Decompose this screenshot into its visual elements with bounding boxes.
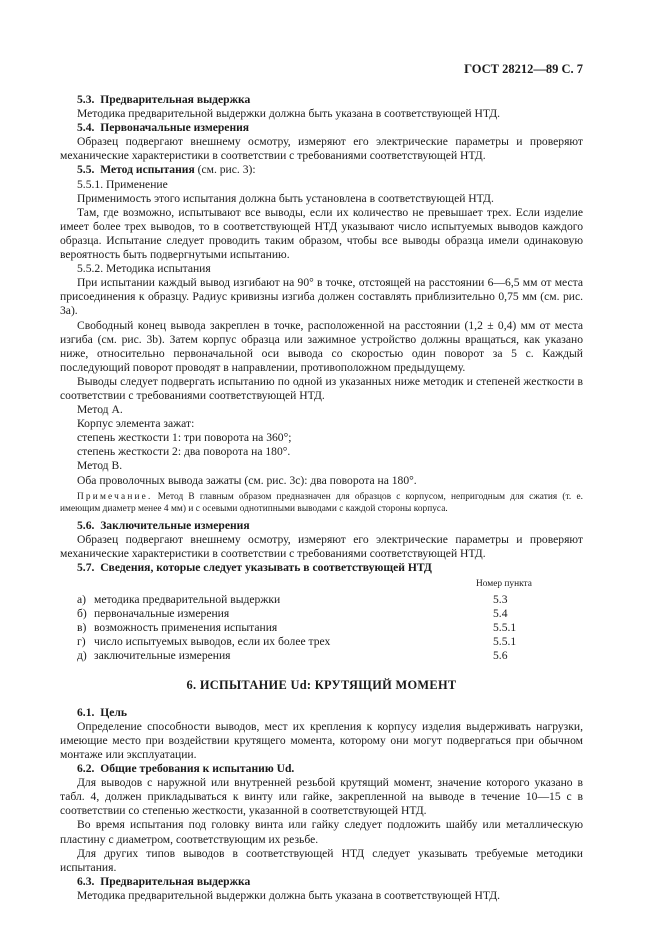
list-item: д) заключительные измерения 5.6 [77, 649, 508, 663]
section-6-2-heading: 6.2. Общие требования к испытанию Ud. [77, 762, 295, 776]
method-a: Метод А. [77, 403, 123, 417]
section-5-4-text: Образец подвергают внешнему осмотру, измеряют его электрические параметры и проверяют механические характеристики в соответствии с требованиями соответствующей НТД. [60, 135, 583, 163]
section-5-3-heading: 5.3. Предварительная выдержка [77, 93, 251, 106]
section-6-2-p2: Во время испытания под головку винта или гайку следует подложить шайбу или металлическую пластину с диаметром, соответствующим их резьбе. [60, 818, 583, 846]
method-b: Метод В. [77, 459, 123, 473]
list-column-header [60, 577, 583, 591]
section-5-7-heading: 5.7. Сведения, которые следует указывать в соответствующей НТД [77, 560, 432, 574]
page-header: ГОСТ 28212—89 С. 7 [464, 62, 583, 76]
column-header-number: Номер пункта [476, 579, 532, 589]
severity-2: степень жесткости 2: два поворота на 180°. [77, 445, 291, 459]
severity-1: степень жесткости 1: три поворота на 360°; [77, 431, 292, 445]
section-5-6-text: Образец подвергают внешнему осмотру, измеряют его электрические параметры и проверяют механические характеристики в соответствии с требованиями соответствующей НТД. [60, 532, 583, 560]
section-5-5-1-heading: 5.5.1. Применение [77, 177, 168, 191]
list-item: в) возможность применения испытания 5.5.1 [77, 621, 517, 635]
section-6-1-text: Определение способности выводов, мест их крепления к корпусу изделия выдерживать нагрузки, имеющие место при воздействии крутящего момента, которому они могут подвергаться при обычном монтаже или эксплуатации. [60, 719, 583, 761]
section-5-4-heading: 5.4. Первоначальные измерения [77, 121, 250, 135]
section-5-3-text: Методика предварительной выдержки должна быть указана в соответствующей НТД. [77, 107, 501, 121]
section-5-5-2-p2: Свободный конец вывода закреплен в точке, расположенной на расстоянии (1,2 ± 0,4) мм от места изгиба (см. рис. 3b). Затем корпус образца или зажимное устройство должны вращаться, как указано ниже, относительно первоначальной оси вывода со скоростью один поворот за 5 с. Каждый последующий поворот проводят в направлении, противоположном предыдущему. [60, 318, 583, 374]
section-6-3-text: Методика предварительной выдержки должна быть указана в соответствующей НТД. [77, 888, 501, 902]
note-text: Метод В главным образом предназначен для образцов с корпусом, непригодным для сжатия (т. е. имеющим диаметр менее 4 мм) и с осевыми однотипными выводами с каждой стороны корпуса. [60, 491, 583, 515]
clamp-text: Корпус элемента зажат: [77, 417, 195, 431]
section-5-5-1-p2: Там, где возможно, испытывают все выводы, если их количество не превышает трех. Если изделие имеет более трех выводов, то в соответствующей НТД указывают число испытуемых выводов каждого образца. Испытание следует проводить таким образом, чтобы все выводы образца имели одинаковую вероятность быть подвергнутыми испытанию. [60, 205, 583, 262]
section-6-2-p3: Для других типов выводов в соответствующей НТД следует указывать требуемые методики испытания. [60, 846, 583, 874]
note [60, 491, 583, 516]
list-item: а) методика предварительной выдержки 5.3 [77, 593, 508, 607]
section-6-2-p1: Для выводов с наружной или внутренней резьбой крутящий момент, значение которого указано в табл. 4, должен прикладываться к винту или гайке, закрепленной на выводе в течение 10—15 с в соответствии со степенью жесткости, указанной в соответствующей НТД. [60, 776, 583, 818]
section-5-6-heading: 5.6. Заключительные измерения [77, 518, 250, 532]
document-body [60, 93, 583, 903]
list-item: б) первоначальные измерения 5.4 [77, 607, 508, 621]
section-5-5-1-p1: Применимость этого испытания должна быть установлена в соответствующей НТД. [77, 191, 494, 205]
section-5-5-2-p3: Выводы следует подвергать испытанию по одной из указанных ниже методик и степеней жесткости в соответствии с требованиями соответствующей НТД. [60, 374, 583, 402]
section-6-3-heading: 6.3. Предварительная выдержка [77, 874, 251, 888]
section-5-5-2-p1: При испытании каждый вывод изгибают на 90° в точке, отстоящей на расстоянии 6—6,5 мм от места присоединения к образцу. Радиус кривизны изгиба должен составлять приблизительно 0,75 мм (см. рис. 3а). [60, 276, 583, 318]
both-leads-text: Оба проволочных вывода зажаты (см. рис. 3с): два поворота на 180°. [77, 473, 417, 487]
section-5-5-2-heading: 5.5.2. Методика испытания [77, 262, 211, 276]
section-6-1-heading: 6.1. Цель [77, 705, 127, 719]
list-item: г) число испытуемых выводов, если их более трех 5.5.1 [77, 635, 517, 649]
section-6-title: 6. ИСПЫТАНИЕ Ud: КРУТЯЩИЙ МОМЕНТ [186, 677, 457, 692]
info-list [77, 593, 583, 663]
section-5-5-heading: 5.5. Метод испытания (см. рис. 3): [77, 163, 256, 177]
note-label: Примечание. [77, 491, 153, 502]
